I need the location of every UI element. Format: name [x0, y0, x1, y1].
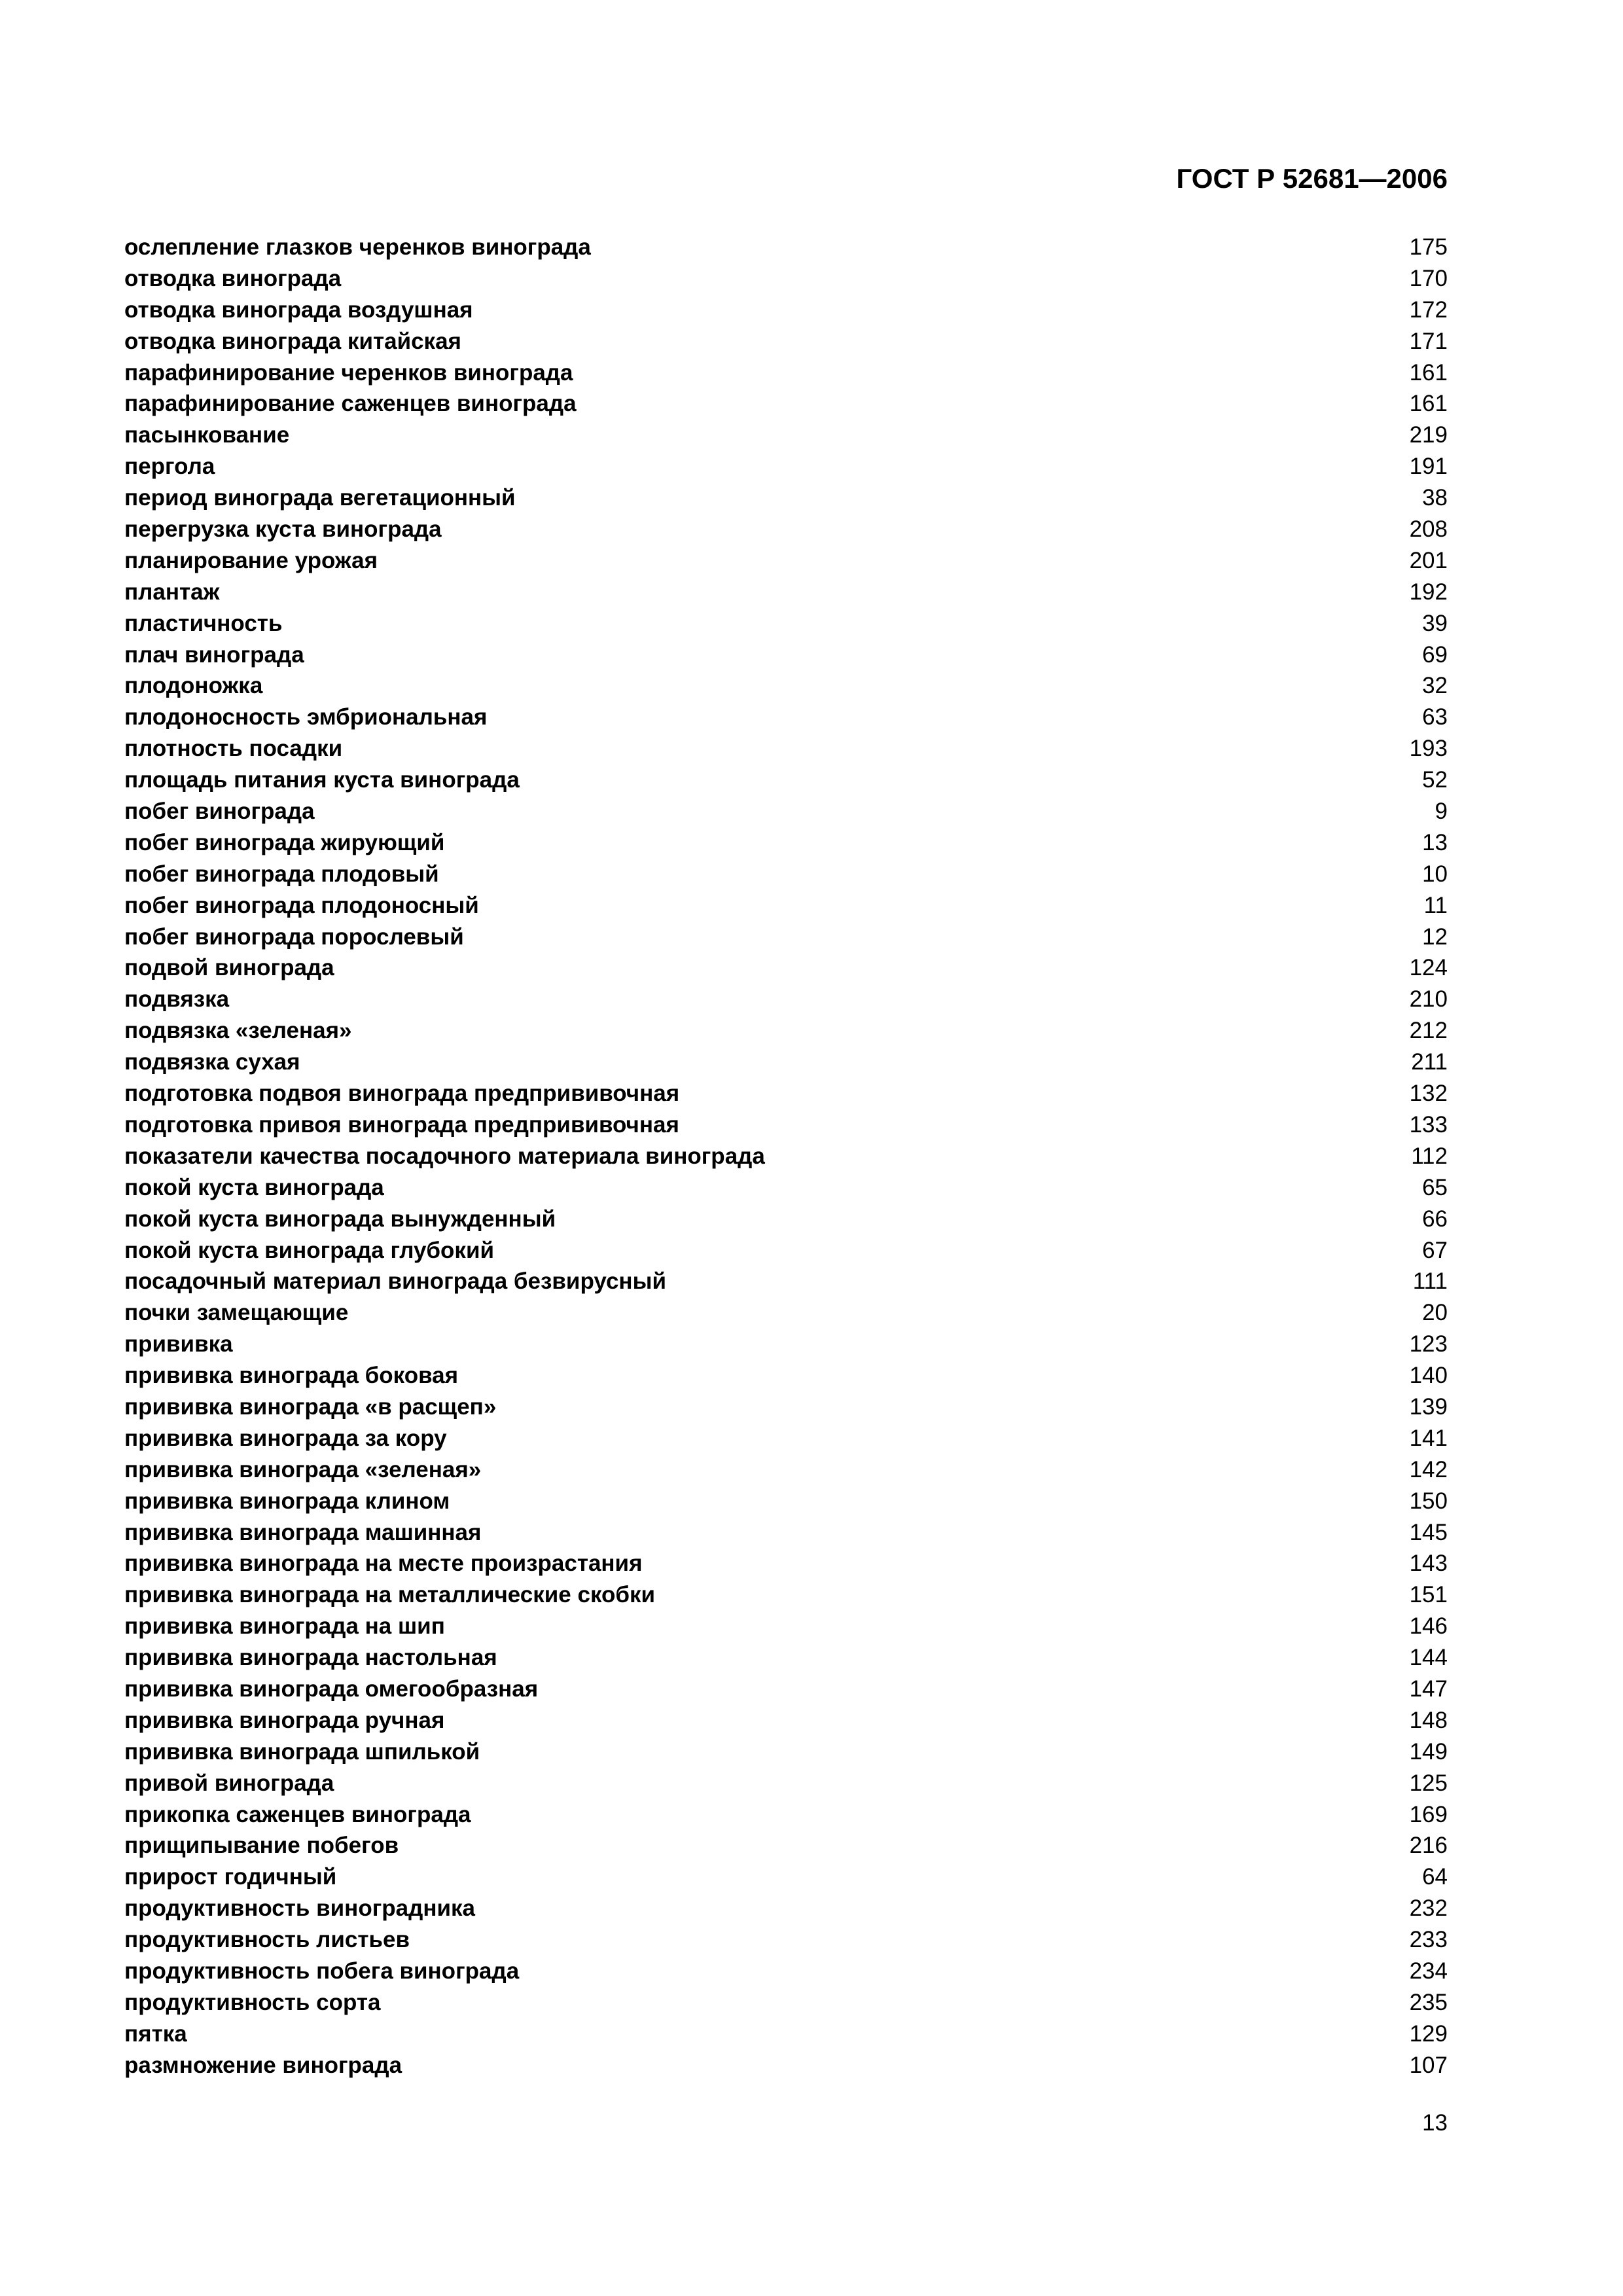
index-number: 67: [1422, 1237, 1448, 1263]
index-entry: [124, 1015, 1448, 1047]
index-number: 211: [1411, 1049, 1448, 1075]
index-entry: [124, 295, 1448, 326]
index-number: 63: [1422, 704, 1448, 730]
index-entry: [124, 420, 1448, 451]
index-entry: [124, 482, 1448, 514]
index-number: 20: [1422, 1300, 1448, 1326]
index-number: 170: [1409, 265, 1448, 291]
index-number: 145: [1409, 1519, 1448, 1545]
index-number: 9: [1435, 798, 1448, 825]
index-number: 64: [1422, 1864, 1448, 1890]
index-entry: [124, 1078, 1448, 1109]
index-entry: [124, 922, 1448, 953]
index-term: прививка винограда боковая: [124, 1363, 459, 1389]
index-number: 10: [1422, 861, 1448, 887]
index-term: прививка винограда на месте произрастания: [124, 1551, 643, 1577]
index-term: пластичность: [124, 610, 283, 636]
index-entry: [124, 545, 1448, 577]
index-entry: [124, 859, 1448, 890]
index-number: 111: [1412, 1268, 1448, 1295]
index-entry: [124, 984, 1448, 1015]
index-entry: [124, 1674, 1448, 1705]
index-entry: [124, 1987, 1448, 2018]
index-entry: [124, 451, 1448, 482]
index-entry: [124, 1548, 1448, 1579]
index-term: площадь питания куста винограда: [124, 767, 520, 793]
index-term: ослепление глазков черенков винограда: [124, 234, 591, 260]
index-term: прививка: [124, 1331, 233, 1357]
index-entry: [124, 1172, 1448, 1204]
index-number: 148: [1409, 1707, 1448, 1733]
index-number: 171: [1409, 328, 1448, 354]
index-term: подготовка подвоя винограда предпрививочная: [124, 1081, 680, 1107]
index-term: продуктивность листьев: [124, 1927, 410, 1953]
index-term: прививка винограда «зеленая»: [124, 1456, 482, 1482]
index-number: 129: [1409, 2020, 1448, 2047]
index-number: 11: [1423, 892, 1448, 918]
index-term: прищипывание побегов: [124, 1833, 399, 1859]
index-number: 151: [1409, 1582, 1448, 1608]
index-term: прививка винограда машинная: [124, 1519, 482, 1545]
index-entry: [124, 670, 1448, 702]
index-entry: [124, 1611, 1448, 1642]
index-number: 232: [1409, 1895, 1448, 1922]
index-entry: [124, 1454, 1448, 1486]
index-entry: [124, 577, 1448, 608]
index-term: покой куста винограда вынужденный: [124, 1206, 556, 1232]
index-term: подвязка сухая: [124, 1049, 300, 1075]
document-header: [1177, 162, 1448, 195]
index-entry: [124, 1297, 1448, 1329]
index-entry: [124, 2050, 1448, 2081]
index-entry: [124, 388, 1448, 420]
standard-designation: ГОСТ Р 52681—2006: [1176, 163, 1448, 194]
index-entry: [124, 1423, 1448, 1454]
index-number: 12: [1422, 924, 1448, 950]
index-term: парафинирование саженцев винограда: [124, 391, 577, 417]
index-number: 66: [1422, 1206, 1448, 1232]
index-term: прививка винограда на металлические скобки: [124, 1582, 656, 1608]
index-term: посадочный материал винограда безвирусный: [124, 1268, 666, 1295]
index-number: 201: [1409, 547, 1448, 573]
index-entry: [124, 1486, 1448, 1517]
index-number: 125: [1409, 1770, 1448, 1796]
index-number: 132: [1409, 1081, 1448, 1107]
index-term: парафинирование черенков винограда: [124, 359, 573, 386]
index-term: перегрузка куста винограда: [124, 516, 442, 543]
index-term: продуктивность побега винограда: [124, 1958, 520, 1984]
index-number: 161: [1409, 359, 1448, 386]
alphabetical-index: [124, 232, 1448, 2081]
index-number: 38: [1422, 485, 1448, 511]
index-number: 146: [1409, 1613, 1448, 1640]
index-term: покой куста винограда глубокий: [124, 1237, 494, 1263]
index-number: 212: [1409, 1018, 1448, 1044]
index-entry: [124, 639, 1448, 671]
index-entry: [124, 263, 1448, 295]
index-entry: [124, 1642, 1448, 1674]
index-term: почки замещающие: [124, 1300, 349, 1326]
index-number: 65: [1422, 1174, 1448, 1200]
index-term: прививка винограда клином: [124, 1488, 450, 1514]
index-entry: [124, 796, 1448, 827]
index-entry: [124, 1579, 1448, 1611]
index-term: отводка винограда воздушная: [124, 296, 473, 323]
index-number: 175: [1409, 234, 1448, 260]
index-term: побег винограда жирующий: [124, 829, 445, 855]
index-entry: [124, 1956, 1448, 1987]
index-term: прививка винограда настольная: [124, 1645, 497, 1671]
index-entry: [124, 514, 1448, 545]
index-term: плантаж: [124, 579, 220, 605]
index-number: 143: [1409, 1551, 1448, 1577]
index-entry: [124, 1360, 1448, 1391]
index-entry: [124, 1830, 1448, 1861]
index-number: 193: [1409, 736, 1448, 762]
index-entry: [124, 1705, 1448, 1736]
index-entry: [124, 1266, 1448, 1297]
index-entry: [124, 733, 1448, 764]
index-term: плодоносность эмбриональная: [124, 704, 488, 730]
index-entry: [124, 702, 1448, 733]
index-term: планирование урожая: [124, 547, 378, 573]
index-number: 219: [1409, 422, 1448, 448]
index-number: 32: [1422, 673, 1448, 699]
index-entry: [124, 1109, 1448, 1141]
index-term: побег винограда порослевый: [124, 924, 464, 950]
index-entry: [124, 1329, 1448, 1360]
index-term: плотность посадки: [124, 736, 343, 762]
index-number: 233: [1409, 1927, 1448, 1953]
index-entry: [124, 764, 1448, 796]
index-term: продуктивность виноградника: [124, 1895, 475, 1922]
index-entry: [124, 1799, 1448, 1831]
index-entry: [124, 1391, 1448, 1423]
index-term: побег винограда: [124, 798, 315, 825]
index-number: 150: [1409, 1488, 1448, 1514]
index-term: отводка винограда китайская: [124, 328, 461, 354]
index-term: прикопка саженцев винограда: [124, 1801, 471, 1827]
index-entry: [124, 827, 1448, 859]
index-number: 69: [1422, 641, 1448, 668]
index-number: 142: [1409, 1456, 1448, 1482]
index-number: 235: [1409, 1989, 1448, 2015]
index-entry: [124, 2018, 1448, 2050]
index-term: подвой винограда: [124, 955, 334, 981]
index-term: покой куста винограда: [124, 1174, 384, 1200]
index-term: пергола: [124, 454, 215, 480]
index-term: плач винограда: [124, 641, 304, 668]
index-number: 147: [1409, 1676, 1448, 1702]
index-term: прирост годичный: [124, 1864, 337, 1890]
index-number: 107: [1409, 2052, 1448, 2078]
index-term: период винограда вегетационный: [124, 485, 516, 511]
index-term: прививка винограда омегообразная: [124, 1676, 539, 1702]
index-term: пасынкование: [124, 422, 290, 448]
index-number: 124: [1409, 955, 1448, 981]
index-number: 133: [1409, 1111, 1448, 1138]
index-entry: [124, 1204, 1448, 1235]
index-number: 149: [1409, 1738, 1448, 1765]
index-term: отводка винограда: [124, 265, 342, 291]
index-term: подготовка привоя винограда предпрививочная: [124, 1111, 679, 1138]
index-term: прививка винограда шпилькой: [124, 1738, 480, 1765]
index-number: 123: [1409, 1331, 1448, 1357]
index-number: 172: [1409, 296, 1448, 323]
index-term: привой винограда: [124, 1770, 334, 1796]
index-entry: [124, 890, 1448, 922]
index-number: 140: [1409, 1363, 1448, 1389]
index-entry: [124, 1861, 1448, 1893]
index-entry: [124, 1235, 1448, 1266]
index-entry: [124, 357, 1448, 389]
index-entry: [124, 952, 1448, 984]
index-term: прививка винограда ручная: [124, 1707, 445, 1733]
index-entry: [124, 1768, 1448, 1799]
index-number: 191: [1409, 454, 1448, 480]
index-entry: [124, 1517, 1448, 1549]
page-number: 13: [1422, 2110, 1448, 2136]
index-entry: [124, 326, 1448, 357]
index-number: 139: [1409, 1393, 1448, 1420]
index-term: пятка: [124, 2020, 187, 2047]
index-entry: [124, 1047, 1448, 1078]
index-number: 13: [1422, 829, 1448, 855]
index-term: прививка винограда на шип: [124, 1613, 445, 1640]
index-entry: [124, 232, 1448, 263]
index-term: размножение винограда: [124, 2052, 402, 2078]
index-term: подвязка: [124, 986, 230, 1013]
index-term: побег винограда плодоносный: [124, 892, 479, 918]
index-number: 234: [1409, 1958, 1448, 1984]
index-entry: [124, 608, 1448, 639]
index-number: 208: [1409, 516, 1448, 543]
index-number: 161: [1409, 391, 1448, 417]
index-number: 112: [1411, 1143, 1448, 1169]
index-term: прививка винограда «в расщеп»: [124, 1393, 497, 1420]
index-term: подвязка «зеленая»: [124, 1018, 352, 1044]
index-number: 144: [1409, 1645, 1448, 1671]
index-number: 216: [1409, 1833, 1448, 1859]
index-entry: [124, 1893, 1448, 1924]
index-number: 169: [1409, 1801, 1448, 1827]
index-entry: [124, 1924, 1448, 1956]
index-entry: [124, 1736, 1448, 1768]
index-term: продуктивность сорта: [124, 1989, 381, 2015]
index-term: побег винограда плодовый: [124, 861, 439, 887]
index-number: 192: [1409, 579, 1448, 605]
index-term: показатели качества посадочного материала винограда: [124, 1143, 765, 1169]
index-number: 39: [1422, 610, 1448, 636]
index-number: 52: [1422, 767, 1448, 793]
index-entry: [124, 1141, 1448, 1172]
index-number: 141: [1409, 1425, 1448, 1451]
index-term: прививка винограда за кору: [124, 1425, 447, 1451]
index-term: плодоножка: [124, 673, 263, 699]
index-number: 210: [1409, 986, 1448, 1013]
